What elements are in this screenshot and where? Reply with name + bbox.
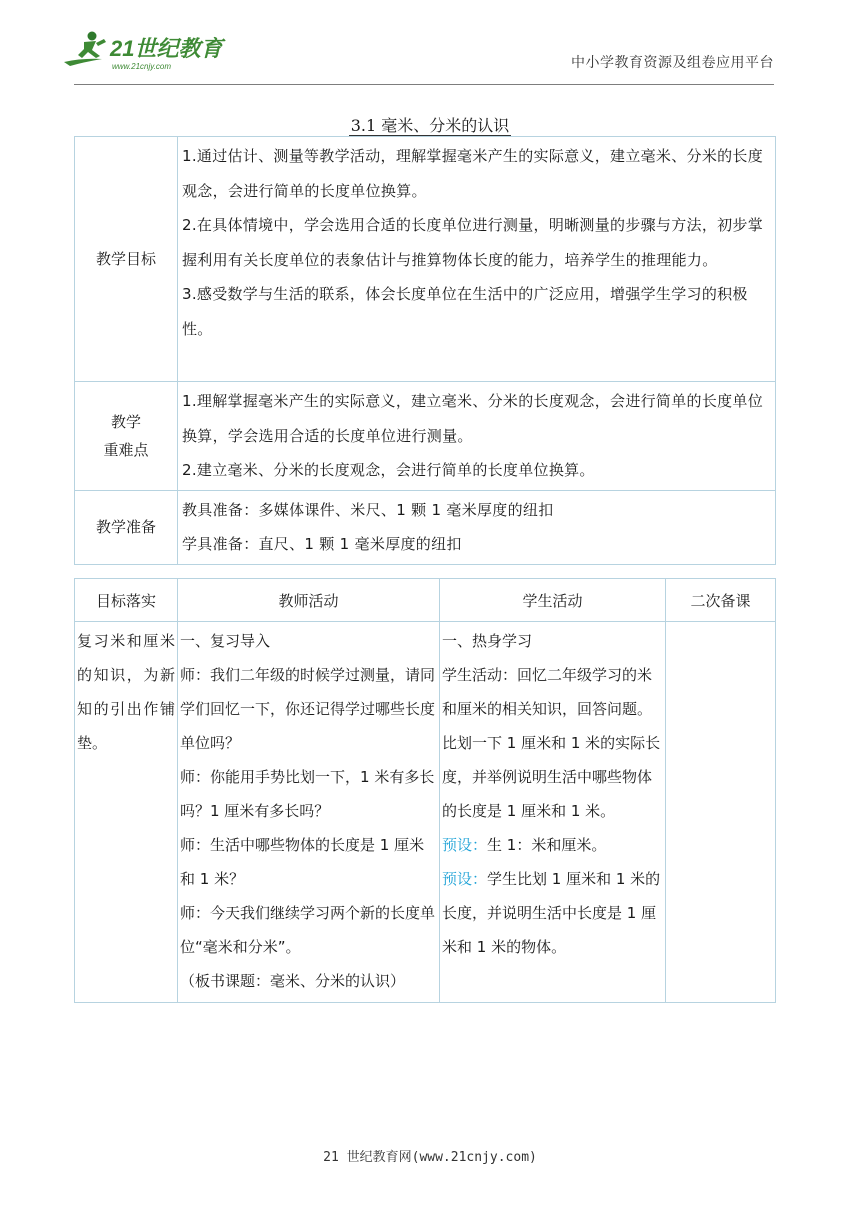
page-footer: 21 世纪教育网(www.21cnjy.com) xyxy=(323,1150,537,1165)
header-divider xyxy=(74,84,774,85)
notes-cell xyxy=(666,622,776,1003)
teacher-line: 师：生活中哪些物体的长度是 1 厘米和 1 米？ xyxy=(180,836,425,888)
activity-header-row xyxy=(75,579,776,622)
student-cell xyxy=(440,622,666,1003)
teacher-line: （板书课题：毫米、分米的认识） xyxy=(180,972,406,990)
column-header: 教师活动 xyxy=(178,579,440,622)
info-paragraph: 学具准备：直尺、1 颗 1 毫米厚度的纽扣 xyxy=(182,535,462,553)
info-label-line: 教学 xyxy=(110,412,141,431)
goal-cell: 复习米和厘米的知识，为新知的引出作铺垫。 xyxy=(75,622,178,1003)
platform-name: 中小学教育资源及组卷应用平台 xyxy=(571,55,774,71)
info-paragraph: 教具准备：多媒体课件、米尺、1 颗 1 毫米厚度的纽扣 xyxy=(182,500,554,519)
lesson-title xyxy=(0,113,860,136)
info-content xyxy=(178,382,776,491)
teacher-line: 师：今天我们继续学习两个新的长度单位“毫米和分米”。 xyxy=(180,904,436,956)
info-paragraph: 1.理解掌握毫米产生的实际意义，建立毫米、分米的长度观念，会进行简单的长度单位换算，学会选用合适的长度单位进行测量。 xyxy=(182,392,764,445)
info-label: 教学准备 xyxy=(75,490,178,564)
preset-label: 预设： xyxy=(442,836,488,854)
logo-text: 21世纪教育 xyxy=(110,36,223,61)
preset-line xyxy=(442,828,663,862)
preset-label: 预设： xyxy=(442,870,488,888)
teacher-cell xyxy=(178,622,440,1003)
teacher-line: 师：你能用手势比划一下，1 米有多长吗？1 厘米有多长吗？ xyxy=(180,768,435,820)
logo-url: www.21cnjy.com xyxy=(112,62,171,71)
teacher-line: 一、复习导入 xyxy=(180,632,271,650)
column-header: 目标落实 xyxy=(75,579,178,622)
info-paragraph: 1.通过估计、测量等教学活动，理解掌握毫米产生的实际意义，建立毫米、分米的长度观念，会进行简单的长度单位换算。 xyxy=(182,147,764,200)
info-paragraph: 3.感受数学与生活的联系，体会长度单位在生活中的广泛应用，增强学生学习的积极性。 xyxy=(182,285,748,338)
info-label: 教学目标 xyxy=(75,137,178,382)
info-row-goals xyxy=(75,137,776,382)
activity-row xyxy=(75,622,776,1003)
info-paragraph: 2.建立毫米、分米的长度观念，会进行简单的长度单位换算。 xyxy=(182,461,595,479)
lesson-title-text: 3.1 毫米、分米的认识 xyxy=(350,116,510,135)
info-row-preparation xyxy=(75,490,776,564)
info-row-difficulties xyxy=(75,382,776,491)
info-label-line: 重难点 xyxy=(103,440,149,459)
lesson-info-table xyxy=(74,136,776,565)
page-header xyxy=(0,0,860,90)
preset-line xyxy=(442,862,663,964)
logo-runner-icon xyxy=(62,28,232,74)
teacher-line: 师：我们二年级的时候学过测量，请同学们回忆一下，你还记得学过哪些长度单位吗？ xyxy=(180,666,436,752)
preset-text: 生 1：米和厘米。 xyxy=(487,836,607,854)
preset-text: 学生比划 1 厘米和 1 米的长度，并说明生活中长度是 1 厘米和 1 米的物体。 xyxy=(442,870,661,956)
info-content xyxy=(178,490,776,564)
info-label xyxy=(75,382,178,491)
column-header: 学生活动 xyxy=(440,579,666,622)
info-paragraph: 2.在具体情境中，学会选用合适的长度单位进行测量，明晰测量的步骤与方法，初步掌握利用有关长度单位的表象估计与推算物体长度的能力，培养学生的推理能力。 xyxy=(182,216,764,269)
site-logo xyxy=(62,28,232,74)
student-activity: 学生活动：回忆二年级学习的米和厘米的相关知识，回答问题。比划一下 1 厘米和 1 米的实际长度，并举例说明生活中哪些物体的长度是 1 厘米和 1 米。 xyxy=(442,666,661,820)
activity-table xyxy=(74,578,776,1003)
student-heading: 一、热身学习 xyxy=(442,632,533,650)
column-header: 二次备课 xyxy=(666,579,776,622)
info-content xyxy=(178,137,776,382)
